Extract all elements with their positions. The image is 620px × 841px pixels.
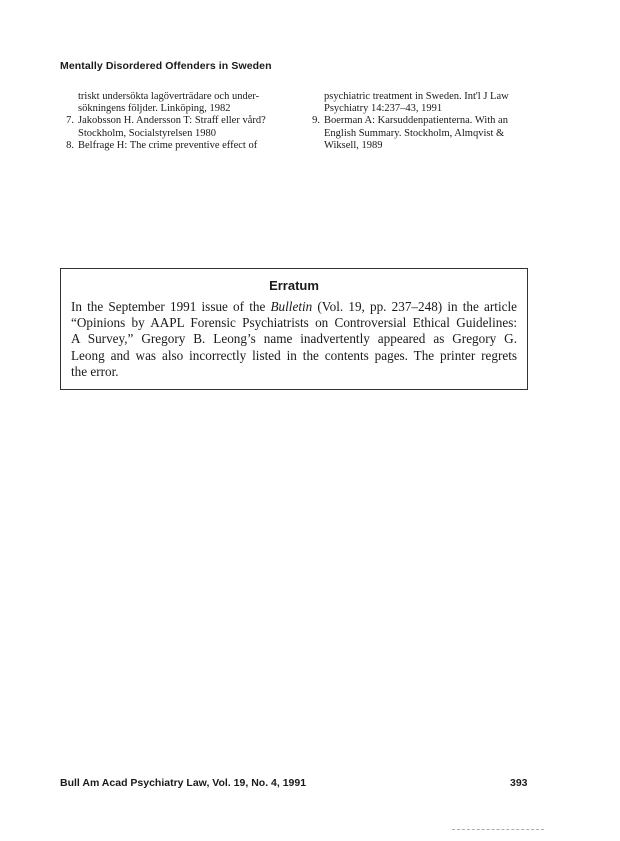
reference-line: English Summary. Stockholm, Almqvist & xyxy=(324,127,505,139)
erratum-text: (Vol. 19, pp. 237–248) in the article xyxy=(312,299,517,314)
erratum-title: Erratum xyxy=(269,278,319,293)
erratum-box xyxy=(60,268,528,390)
running-head: Mentally Disordered Offenders in Sweden xyxy=(60,60,272,72)
erratum-line: A Survey,” Gregory B. Leong’s name inadvertently appeared as Gregory G. xyxy=(71,331,517,347)
reference-item xyxy=(60,91,288,115)
scan-artifact-dashes xyxy=(452,829,544,831)
erratum-line: Leong and was also incorrectly listed in the contents pages. The printer regrets xyxy=(71,347,517,363)
reference-item xyxy=(306,91,530,115)
reference-line: sökningens följder. Linköping, 1982 xyxy=(78,103,231,115)
journal-title-italic: Bulletin xyxy=(270,299,313,314)
reference-line: triskt undersökta lagöverträdare och under- xyxy=(78,91,260,102)
reference-item xyxy=(60,115,288,139)
references-right-column xyxy=(306,91,530,152)
page-number: 393 xyxy=(510,777,528,789)
erratum-text: In the September 1991 issue of the xyxy=(71,299,271,314)
reference-item xyxy=(306,115,530,152)
reference-number: 7. xyxy=(66,115,74,127)
reference-line: Psychiatry 14:237–43, 1991 xyxy=(324,103,443,115)
erratum-line xyxy=(71,299,517,315)
erratum-line: “Opinions by AAPL Forensic Psychiatrists on Controversial Ethical Guidelines: xyxy=(71,315,517,331)
reference-line: psychiatric treatment in Sweden. Int'l J Law xyxy=(324,91,509,102)
reference-line: Jakobsson H. Andersson T: Straff eller vård? xyxy=(78,115,266,127)
reference-line: Wiksell, 1989 xyxy=(324,139,383,151)
erratum-line: the error. xyxy=(71,363,119,379)
erratum-body xyxy=(71,299,517,380)
reference-line: Belfrage H: The crime preventive effect of xyxy=(78,139,258,151)
reference-line: Boerman A: Karsuddenpatienterna. With an xyxy=(324,115,508,127)
reference-line: Stockholm, Socialstyrelsen 1980 xyxy=(78,127,216,139)
reference-item xyxy=(60,140,288,152)
reference-number: 8. xyxy=(66,139,74,151)
footer-journal-citation: Bull Am Acad Psychiatry Law, Vol. 19, No. 4, 1991 xyxy=(60,777,307,789)
reference-number: 9. xyxy=(312,115,320,127)
references-left-column xyxy=(60,91,288,152)
